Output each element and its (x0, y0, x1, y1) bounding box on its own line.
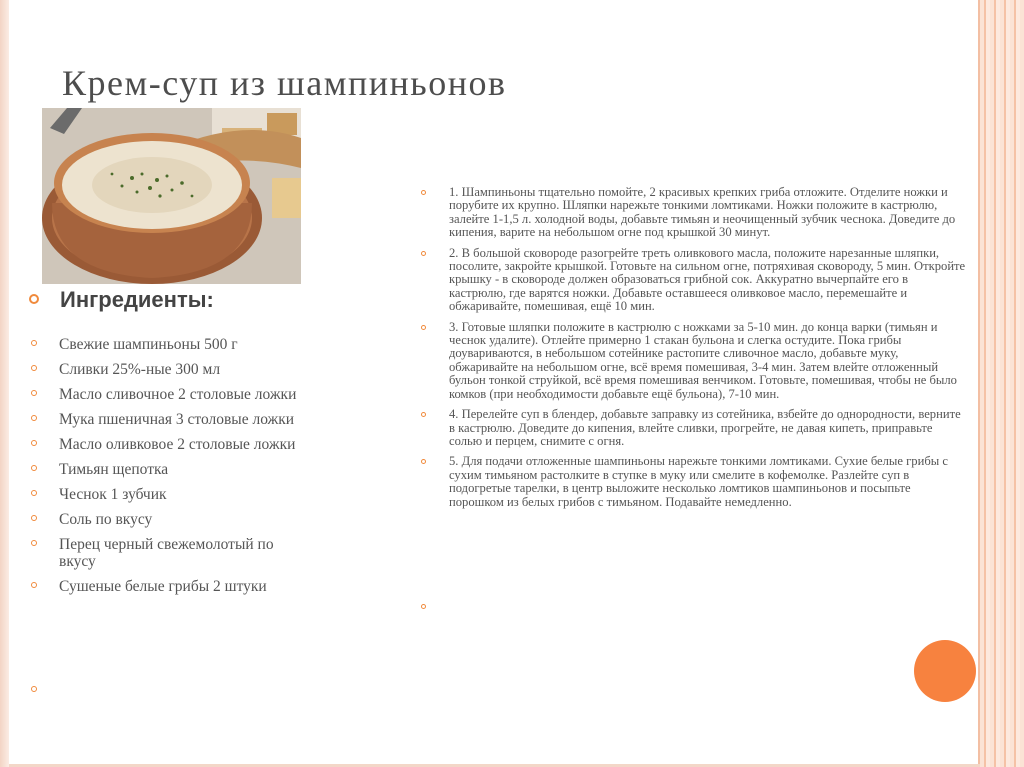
step-text: Шампиньоны тщательно помойте, 2 красивых крепких гриба отложите. Отделите ножки и порубите их крупно. Шляпки нарежьте тонкими ломтиками. Ножки положите в кастрюлю, залейте 1-1,5 л. холодной воды, добавьте тимьян и неочищенный зубчик чеснока. Доведите до кипения, варите на небольшом огне под крышкой 30 минут. (449, 185, 956, 240)
step-number: 4. (449, 407, 459, 422)
list-item: Соль по вкусу (31, 511, 311, 528)
bullet-icon (31, 686, 37, 692)
bullet-icon (31, 490, 37, 496)
step-item (421, 321, 967, 401)
step-text: Перелейте суп в блендер, добавьте заправку из сотейника, взбейте до однородности, верните в кастрюлю. Доведите до кипения, влейте сливки, прогрейте, не давая кипеть, приправьте солью и перцем, снимите с огня. (449, 407, 961, 448)
list-item: Мука пшеничная 3 столовые ложки (31, 411, 311, 428)
bullet-icon (31, 390, 37, 396)
step-text: Для подачи отложенные шампиньоны нарежьте тонкими ломтиками. Сухие белые грибы с сухим тимьяном растолките в ступке в муку или смелите в кофемолке. Разлейте суп в подогретые тарелки, в центр выложите несколько ломтиков шампиньонов и посыпьте порошком из белых грибов с тимьяном. Подавайте немедленно. (449, 454, 948, 509)
decorative-circle (914, 640, 976, 702)
bullet-icon (421, 251, 426, 256)
bullet-icon (29, 294, 39, 304)
page-title: Крем-суп из шампиньонов (62, 63, 507, 103)
step-number: 5. (449, 454, 459, 469)
step-number: 2. (449, 245, 459, 260)
list-item: Свежие шампиньоны 500 г (31, 336, 311, 353)
bullet-icon (31, 440, 37, 446)
bullet-icon (31, 365, 37, 371)
list-item: Сушеные белые грибы 2 штуки (31, 578, 311, 595)
slide-frame-left (0, 0, 9, 767)
step-number: 1. (449, 185, 459, 199)
slide-frame-right (980, 0, 1024, 767)
list-item: Чеснок 1 зубчик (31, 486, 311, 503)
step-text: Готовые шляпки положите в кастрюлю с ножками за 5-10 мин. до конца варки (тимьян и чеснок удалите). Отлейте примерно 1 стакан бульона и слегка остудите. Пока грибы доувариваются, в небольшом сотейнике растопите сливочное масло, добавьте муку, обжаривайте на небольшом огне, всё время помешивая, 3-4 мин. Затем влейте отложенный бульон тонкой струйкой, всё время помешивая венчиком. Готовьте, помешивая, чтобы не было комков (при необходимости добавьте ещё бульона), 7-10 мин. (449, 319, 957, 401)
bullet-icon (421, 190, 426, 195)
list-item: Тимьян щепотка (31, 461, 311, 478)
bullet-icon (421, 325, 426, 330)
bullet-icon (31, 465, 37, 471)
steps-list (421, 186, 967, 516)
step-item (421, 247, 967, 314)
bullet-icon (31, 582, 37, 588)
bullet-icon (31, 515, 37, 521)
bullet-icon (31, 540, 37, 546)
list-item: Сливки 25%-ные 300 мл (31, 361, 311, 378)
bullet-icon (421, 459, 426, 464)
ingredients-list (31, 336, 311, 603)
list-item: Масло сливочное 2 столовые ложки (31, 386, 311, 403)
step-item (421, 186, 967, 240)
bullet-icon (421, 604, 426, 609)
step-item (421, 455, 967, 509)
soup-pan-photo (42, 108, 301, 284)
list-item: Перец черный свежемолотый по вкусу (31, 536, 311, 570)
step-text: В большой сковороде разогрейте треть оливкового масла, положите нарезанные шляпки, посолите, закройте крышкой. Готовьте на сильном огне, потряхивая сковороду, 5 мин. Откройте крышку - в сковороде должен образоваться грибной сок. Аккуратно вычерпайте его в кастрюлю, где варятся ножки. Добавьте оставшееся оливковое масло, перемешайте и обжаривайте, помешивая, ещё 10 мин. (449, 245, 966, 314)
ingredients-heading-label: Ингредиенты: (60, 287, 214, 312)
bullet-icon (31, 415, 37, 421)
step-item (421, 408, 967, 448)
bullet-icon (31, 340, 37, 346)
bullet-icon (421, 412, 426, 417)
step-number: 3. (449, 319, 459, 334)
list-item: Масло оливковое 2 столовые ложки (31, 436, 311, 453)
